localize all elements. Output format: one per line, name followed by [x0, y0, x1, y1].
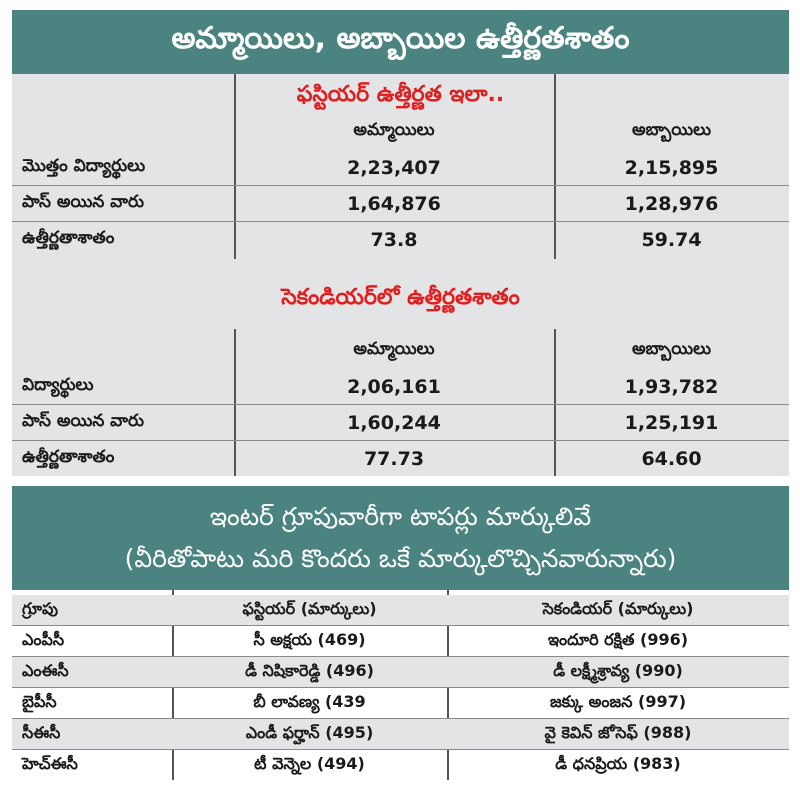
table-row	[12, 750, 789, 781]
toppers-heading-line1: ఇంటర్ గ్రూపువారీగా టాపర్లు మార్కులివే	[209, 502, 592, 531]
group-name: బైపీసీ	[22, 691, 57, 711]
toppers-table	[12, 590, 789, 780]
girls-value: 2,23,407	[347, 156, 441, 179]
second-year-topper: డీ ధనప్రియ (983)	[555, 754, 681, 773]
second-year-topper: డీ లక్ష్మీశ్రావ్య (990)	[553, 660, 683, 680]
table-row	[12, 222, 789, 258]
boys-value: 1,25,191	[624, 411, 719, 434]
row-label: మొత్తం విద్యార్థులు	[22, 155, 146, 176]
second-year-header-row	[12, 333, 789, 369]
table-row	[12, 657, 789, 688]
first-year-topper: టీ వెన్నెల (494)	[254, 754, 365, 773]
first-year-topper: బీ లావణ్య (439	[253, 691, 366, 711]
group-name: ఎంఈసీ	[22, 660, 69, 680]
table-row	[12, 626, 789, 657]
first-year-topper: సీ అక్షయ (469)	[253, 629, 366, 649]
second-year-topper: ఇందూరి రక్షిత (996)	[547, 629, 689, 649]
second-year-panel	[12, 271, 789, 476]
row-label: పాస్ అయిన వారు	[22, 191, 144, 212]
second-year-topper: జక్కు అంజన (997)	[549, 691, 687, 711]
table-row	[12, 688, 789, 719]
table-row	[12, 441, 789, 477]
table-row	[12, 719, 789, 750]
first-year-topper: డీ నిషికారెడ్డి (496)	[245, 660, 374, 680]
boys-value: 59.74	[641, 229, 702, 251]
toppers-heading-line2: (వీరితోపాటు మరి కొందరు ఒకే మార్కులొచ్చినవారున్నారు)	[124, 544, 677, 573]
second-year-heading: సెకండియర్‌లో ఉత్తీర్ణతశాతం	[281, 285, 520, 310]
table-row	[12, 150, 789, 186]
col-boys: అబ్బాయిలు	[631, 339, 712, 359]
col-first-year: ఫస్టియర్ (మార్కులు)	[242, 598, 377, 618]
group-name: సీఈసీ	[22, 722, 61, 742]
first-year-panel	[12, 74, 789, 259]
boys-value: 64.60	[641, 448, 702, 470]
row-label: పాస్ అయిన వారు	[22, 410, 144, 431]
col-girls: అమ్మాయిలు	[353, 120, 435, 140]
table-row	[12, 186, 789, 222]
results-infographic	[12, 10, 789, 802]
col-group: గ్రూపు	[22, 598, 58, 618]
first-year-header-row	[12, 114, 789, 150]
table-row	[12, 405, 789, 441]
col-second-year: సెకండియర్ (మార్కులు)	[542, 598, 694, 618]
girls-value: 77.73	[363, 448, 425, 470]
girls-value: 1,64,876	[347, 192, 441, 215]
group-name: ఎంపీసీ	[22, 629, 65, 649]
row-label: ఉత్తీర్ణతాశాతం	[22, 447, 115, 467]
group-name: హెచ్ఈసీ	[22, 754, 78, 773]
col-boys: అబ్బాయిలు	[631, 120, 712, 140]
second-year-topper: వై కెవిన్ జోసెఫ్ (988)	[544, 722, 692, 742]
col-girls: అమ్మాయిలు	[353, 339, 435, 359]
boys-value: 1,28,976	[624, 192, 719, 215]
row-label: ఉత్తీర్ణతాశాతం	[22, 228, 115, 248]
girls-value: 2,06,161	[347, 375, 441, 398]
table-row	[12, 369, 789, 405]
girls-value: 73.8	[370, 229, 418, 251]
boys-value: 2,15,895	[624, 156, 719, 179]
toppers-header-row	[12, 595, 789, 626]
boys-value: 1,93,782	[624, 375, 719, 398]
main-title: అమ్మాయిలు, అబ్బాయిల ఉత్తీర్ణతశాతం	[12, 10, 789, 74]
first-year-heading: ఫస్టియర్ ఉత్తీర్ణత ఇలా..	[296, 82, 505, 107]
row-label: విద్యార్థులు	[22, 374, 94, 395]
girls-value: 1,60,244	[347, 411, 441, 434]
first-year-topper: ఎండీ ఫర్హాన్ (495)	[245, 722, 374, 742]
toppers-banner	[12, 486, 789, 590]
